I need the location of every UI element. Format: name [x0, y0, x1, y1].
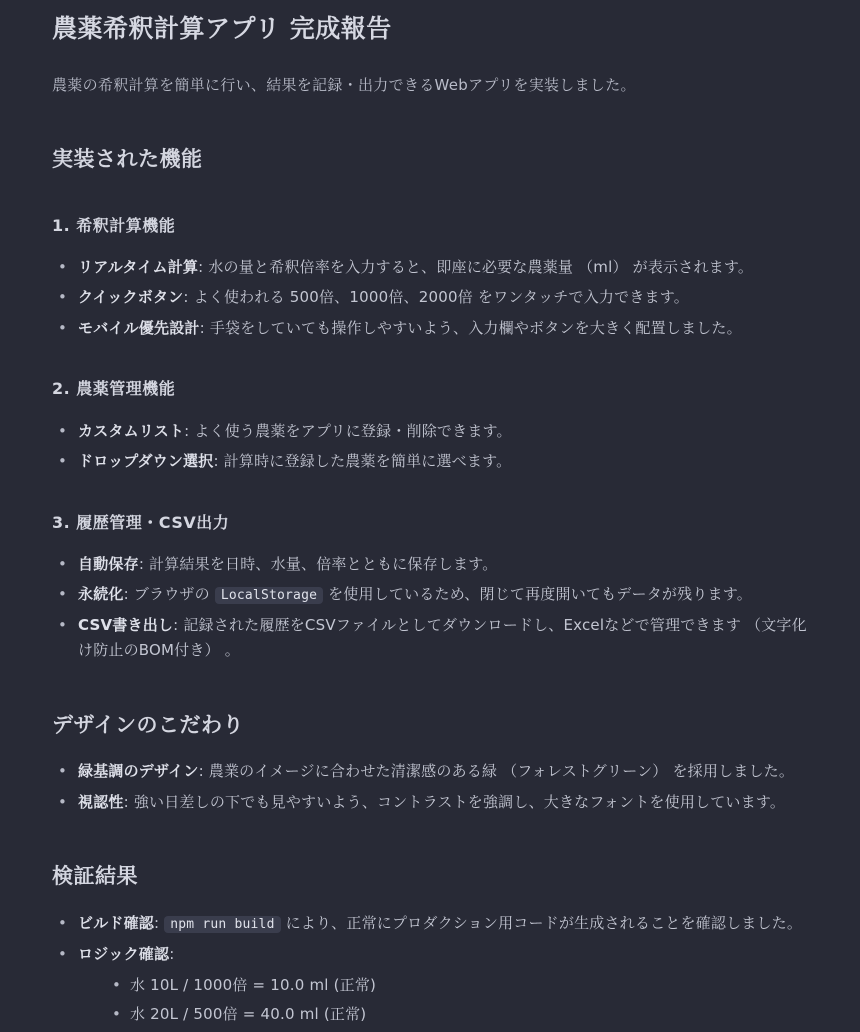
list-item-text: : 手袋をしていても操作しやすいよう、入力欄やボタンを大きく配置しました。 [199, 318, 742, 337]
list-item-term: CSV書き出し [78, 615, 174, 634]
list-item-term: ロジック確認 [78, 944, 170, 963]
section-heading-design: デザインのこだわり [52, 712, 245, 737]
list-item-term: 緑基調のデザイン [78, 762, 199, 781]
list-item [52, 285, 808, 311]
list-item [52, 316, 808, 342]
list-item-term: モバイル優先設計 [78, 318, 200, 337]
list-item-term: 永続化 [78, 585, 124, 604]
list-item [52, 582, 808, 608]
section-heading-features: 実装された機能 [52, 147, 203, 171]
list-item [52, 790, 808, 816]
list-item [52, 942, 808, 1028]
feature-list-management [52, 419, 808, 475]
list-item-term: リアルタイム計算 [78, 257, 199, 276]
list-item: • 水 10L / 1000倍 = 10.0 ml (正常) [106, 973, 808, 999]
list-item [52, 449, 808, 475]
subsection-heading-management: 2. 農薬管理機能 [52, 379, 176, 399]
list-item-text: : [169, 944, 175, 963]
feature-list-history [52, 552, 808, 664]
list-item-term: 自動保存 [78, 554, 139, 573]
list-item [52, 255, 808, 281]
list-item-text: : 水の量と希釈倍率を入力すると、即座に必要な農薬量 （ml） が表示されます。 [198, 257, 754, 276]
list-item [52, 552, 808, 578]
list-item-term: ドロップダウン選択 [78, 452, 214, 471]
list-item-text: : 強い日差しの下でも見やすいよう、コントラストを強調し、大きなフォントを使用しています。 [123, 792, 786, 811]
subsection-heading-history: 3. 履歴管理・CSV出力 [52, 512, 230, 532]
list-item-text: : 農業のイメージに合わせた清潔感のある緑 （フォレストグリーン） を採用しました。 [198, 762, 795, 781]
list-item-text: : よく使われる 500倍、1000倍、2000倍 をワンタッチで入力できます。 [183, 288, 689, 307]
feature-list-calc [52, 255, 808, 342]
list-item [52, 613, 808, 664]
document-lead: 農薬の希釈計算を簡単に行い、結果を記録・出力できるWebアプリを実装しました。 [52, 75, 636, 94]
list-item [52, 419, 808, 445]
list-item: • 水 20L / 500倍 = 40.0 ml (正常) [106, 1002, 808, 1028]
list-item-text: : ブラウザの [123, 585, 215, 604]
code-localstorage: LocalStorage [215, 587, 323, 604]
list-item-text-tail: を使用しているため、閉じて再度開いてもデータが残ります。 [323, 585, 752, 604]
page-title: 農薬希釈計算アプリ 完成報告 [52, 14, 392, 43]
code-npm-run-build: npm run build [164, 916, 280, 933]
list-item-term: クイックボタン [78, 288, 184, 307]
list-item-text: : [154, 914, 165, 933]
list-item-text: : 計算結果を日時、水量、倍率とともに保存します。 [138, 554, 498, 573]
subsection-heading-calc: 1. 希釈計算機能 [52, 215, 176, 235]
list-item-term: カスタムリスト [78, 421, 185, 440]
list-item [52, 759, 808, 785]
list-item-text: : 計算時に登録した農薬を簡単に選べます。 [213, 452, 512, 471]
list-item [52, 911, 808, 937]
list-item-term: 視認性 [78, 792, 124, 811]
verification-sublist [78, 973, 808, 1027]
verification-list [52, 911, 808, 1027]
list-item-term: ビルド確認 [78, 914, 155, 933]
design-list [52, 759, 808, 815]
list-item-text-tail: により、正常にプロダクション用コードが生成されることを確認しました。 [280, 914, 803, 933]
section-heading-verification: 検証結果 [52, 864, 138, 889]
list-item-text: : 記録された履歴をCSVファイルとしてダウンロードし、Excelなどで管理できます （文字化け防止のBOM付き） 。 [78, 615, 807, 660]
list-item-text: : よく使う農薬をアプリに登録・削除できます。 [184, 421, 512, 440]
